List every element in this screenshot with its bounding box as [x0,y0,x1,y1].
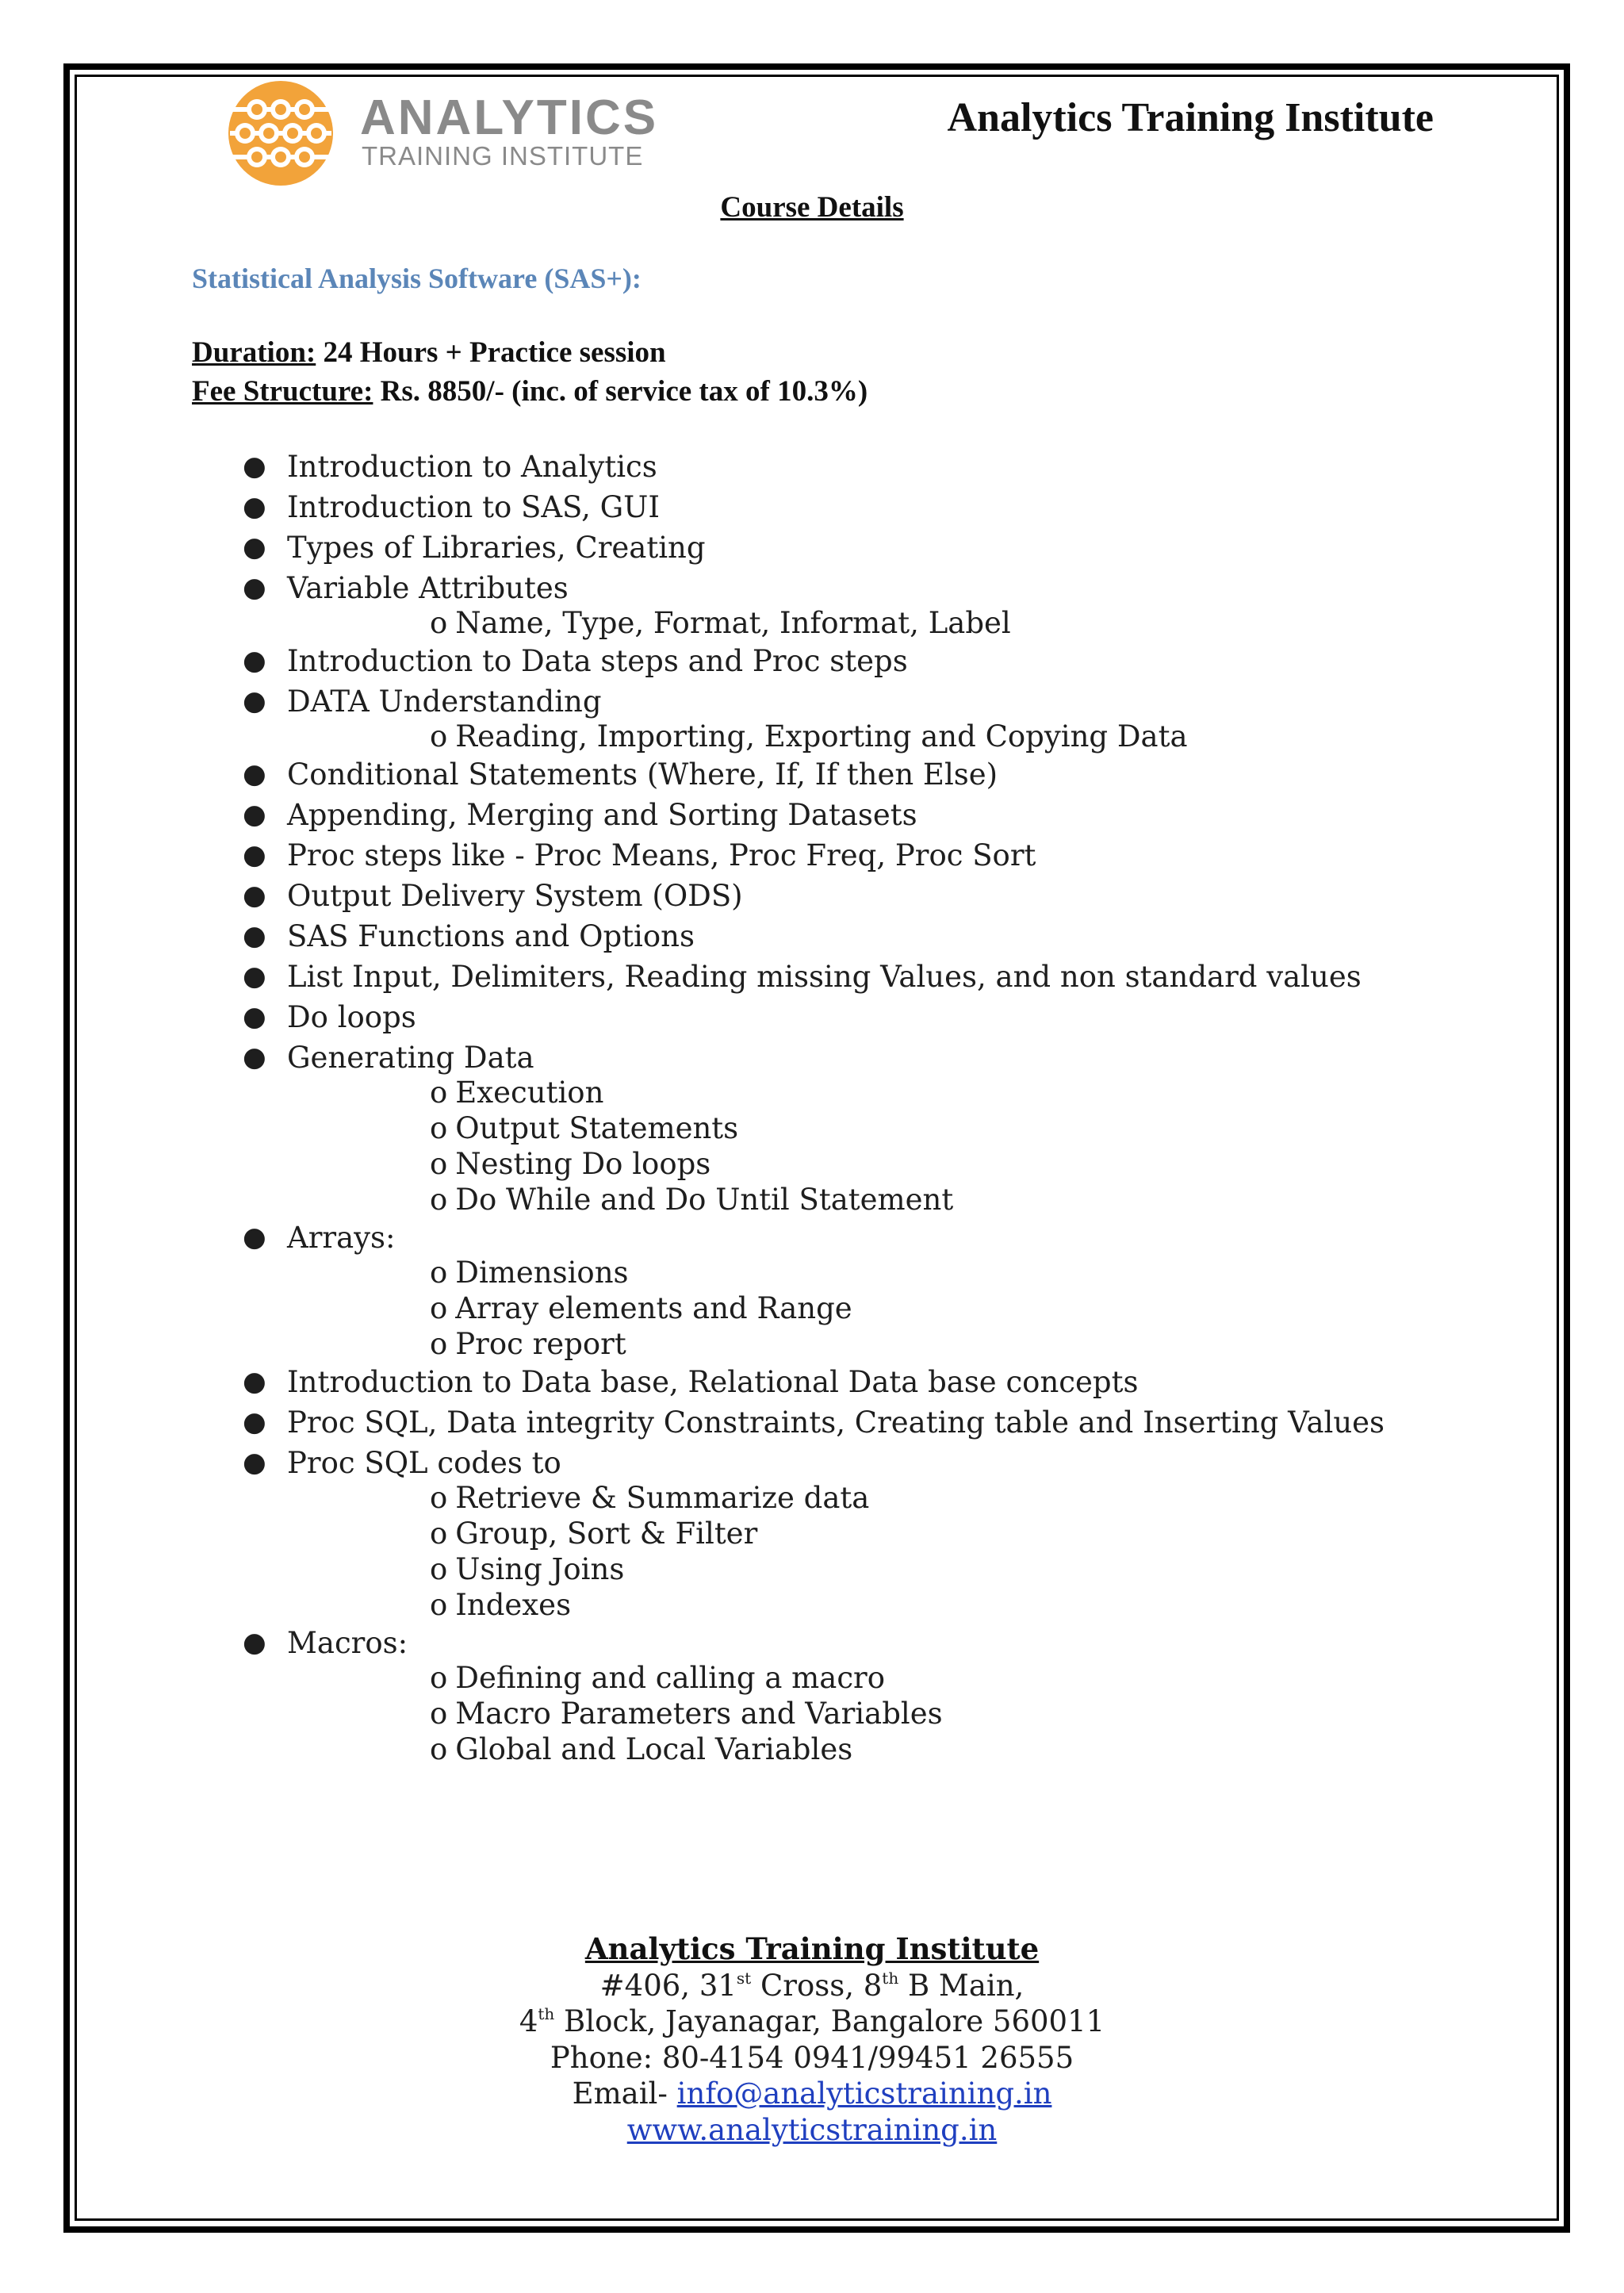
email-link[interactable]: info@analyticstraining.in [676,2076,1052,2111]
syllabus-sublist [287,605,1385,641]
bullet-icon: ● [243,685,266,717]
syllabus-subitem-label: Group, Sort & Filter [455,1517,758,1551]
bullet-icon: ● [243,961,266,992]
syllabus-subitem-label: Global and Local Variables [455,1732,853,1766]
syllabus-item-label: Proc steps like - Proc Means, Proc Freq, Proc Sort [287,838,1036,872]
syllabus-item [238,997,1385,1037]
duration-value: 24 Hours + Practice session [316,336,666,369]
footer-email-line: Email- info@analyticstraining.in [572,2076,1052,2111]
syllabus-sublist [287,1660,1385,1767]
syllabus-subitem-label: Proc report [455,1327,626,1361]
syllabus-sublist [287,719,1385,754]
sub-bullet-icon: o [430,1111,448,1145]
syllabus-list [238,447,1385,1767]
syllabus-item-label: SAS Functions and Options [287,919,695,953]
syllabus-item-label: List Input, Delimiters, Reading missing Values, and non standard values [287,960,1362,994]
syllabus-item [238,1402,1385,1443]
syllabus-item-label: Proc SQL, Data integrity Constraints, Creating table and Inserting Values [287,1405,1385,1440]
sub-bullet-icon: o [430,1147,448,1181]
sub-bullet-icon: o [430,1076,448,1110]
syllabus-item-label: Appending, Merging and Sorting Datasets [287,798,917,832]
syllabus-subitem-label: Do While and Do Until Statement [455,1183,954,1217]
bullet-icon: ● [243,1447,266,1478]
syllabus-item-label: Variable Attributes [287,571,569,605]
syllabus-subitem-label: Nesting Do loops [455,1147,711,1181]
sub-bullet-icon: o [430,1661,448,1695]
syllabus-subitem [287,1731,1385,1767]
syllabus-subitem [287,1290,1385,1326]
syllabus-item [238,835,1385,876]
fee-line [192,372,868,411]
syllabus-item [238,754,1385,795]
org-title: Analytics Training Institute [947,95,1434,140]
logo-tagline: TRAINING INSTITUTE [362,141,644,171]
sub-bullet-icon: o [430,1291,448,1325]
syllabus-subitem [287,1587,1385,1623]
syllabus-subitem [287,1326,1385,1362]
footer-phone: Phone: 80-4154 0941/99451 26555 [550,2040,1074,2075]
bullet-icon: ● [243,1406,266,1438]
syllabus-subitem-label: Execution [455,1076,604,1110]
sub-bullet-icon: o [430,1481,448,1515]
syllabus-sublist [287,1255,1385,1362]
course-title: Statistical Analysis Software (SAS+): [192,263,642,294]
footer-website-line [0,2112,1624,2149]
bullet-icon: ● [243,531,266,563]
fee-value: Rs. 8850/- (inc. of service tax of 10.3%) [373,375,868,408]
page-heading: Course Details [720,191,904,224]
syllabus-item [238,795,1385,835]
syllabus-item-label: Introduction to SAS, GUI [287,490,660,524]
bullet-icon: ● [243,799,266,830]
sub-bullet-icon: o [430,1588,448,1622]
sub-bullet-icon: o [430,1327,448,1361]
syllabus-subitem-label: Reading, Importing, Exporting and Copying Data [455,719,1188,753]
sub-bullet-icon: o [430,1697,448,1731]
syllabus-subitem [287,1255,1385,1290]
syllabus-subitem [287,1660,1385,1696]
course-meta [192,333,868,411]
syllabus-subitem [287,605,1385,641]
syllabus-item [238,1217,1385,1362]
bullet-icon: ● [243,1627,266,1658]
syllabus-subitem [287,1110,1385,1146]
syllabus-subitem [287,1696,1385,1731]
sub-bullet-icon: o [430,1517,448,1551]
syllabus-subitem [287,719,1385,754]
syllabus-subitem-label: Macro Parameters and Variables [455,1697,943,1731]
fee-label: Fee Structure: [192,375,373,408]
syllabus-subitem [287,1182,1385,1217]
syllabus-item [238,568,1385,641]
syllabus-item-label: Introduction to Data steps and Proc steps [287,644,908,678]
syllabus-subitem-label: Name, Type, Format, Informat, Label [455,606,1011,640]
syllabus-item-label: Introduction to Analytics [287,450,657,484]
syllabus-subitem [287,1146,1385,1182]
syllabus-sublist [287,1075,1385,1217]
bullet-icon: ● [243,1041,266,1073]
syllabus-subitem [287,1516,1385,1551]
bullet-icon: ● [243,645,266,677]
duration-line [192,333,868,372]
bullet-icon: ● [243,451,266,482]
footer-address-line2: 4th Block, Jayanagar, Bangalore 560011 [519,2004,1105,2038]
syllabus-subitem-label: Dimensions [455,1256,629,1290]
bullet-icon: ● [243,880,266,911]
syllabus-item [238,681,1385,754]
syllabus-item [238,487,1385,527]
footer-address-line1: #406, 31st Cross, 8th B Main, [599,1968,1025,2003]
syllabus-item [238,1362,1385,1402]
syllabus-item-label: Conditional Statements (Where, If, If then Else) [287,757,998,792]
sub-bullet-icon: o [430,1552,448,1586]
syllabus-item-label: Introduction to Data base, Relational Data base concepts [287,1365,1139,1399]
syllabus-item [238,876,1385,916]
institute-logo [225,78,659,189]
syllabus-item [238,1443,1385,1623]
syllabus-item-label: Types of Libraries, Creating [287,531,706,565]
sub-bullet-icon: o [430,1732,448,1766]
syllabus-item-label: Proc SQL codes to [287,1446,561,1480]
syllabus-item [238,527,1385,568]
logo-wordmark: ANALYTICS [360,90,659,145]
duration-label: Duration: [192,336,316,369]
syllabus-subitem-label: Retrieve & Summarize data [455,1481,870,1515]
syllabus-item-label: Output Delivery System (ODS) [287,879,743,913]
syllabus-item [238,1037,1385,1217]
syllabus-subitem [287,1480,1385,1516]
bullet-icon: ● [243,572,266,604]
bullet-icon: ● [243,758,266,790]
syllabus-subitem-label: Indexes [455,1588,572,1622]
bullet-icon: ● [243,1366,266,1398]
bullet-icon: ● [243,920,266,952]
sub-bullet-icon: o [430,1256,448,1290]
bullet-icon: ● [243,491,266,523]
syllabus-item [238,957,1385,997]
website-link[interactable]: www.analyticstraining.in [626,2112,998,2147]
syllabus-item-label: Macros: [287,1626,408,1660]
syllabus-item-label: Arrays: [287,1221,396,1255]
footer-institute-name: Analytics Training Institute [584,1931,1040,1966]
syllabus-subitem-label: Using Joins [455,1552,625,1586]
syllabus-sublist [287,1480,1385,1623]
bullet-icon: ● [243,839,266,871]
syllabus-item-label: Generating Data [287,1041,534,1075]
syllabus-subitem-label: Output Statements [455,1111,739,1145]
syllabus-item-label: Do loops [287,1000,416,1034]
sub-bullet-icon: o [430,1183,448,1217]
sub-bullet-icon: o [430,606,448,640]
footer-contact [0,1931,1624,2148]
bullet-icon: ● [243,1221,266,1253]
sub-bullet-icon: o [430,719,448,753]
logo-icon [225,78,336,189]
bullet-icon: ● [243,1001,266,1033]
syllabus-subitem [287,1075,1385,1110]
syllabus-subitem [287,1551,1385,1587]
syllabus-subitem-label: Defining and calling a macro [455,1661,886,1695]
syllabus-item [238,641,1385,681]
syllabus-item [238,916,1385,957]
syllabus-subitem-label: Array elements and Range [455,1291,852,1325]
syllabus-item [238,447,1385,487]
syllabus-item [238,1623,1385,1767]
syllabus-item-label: DATA Understanding [287,684,602,719]
